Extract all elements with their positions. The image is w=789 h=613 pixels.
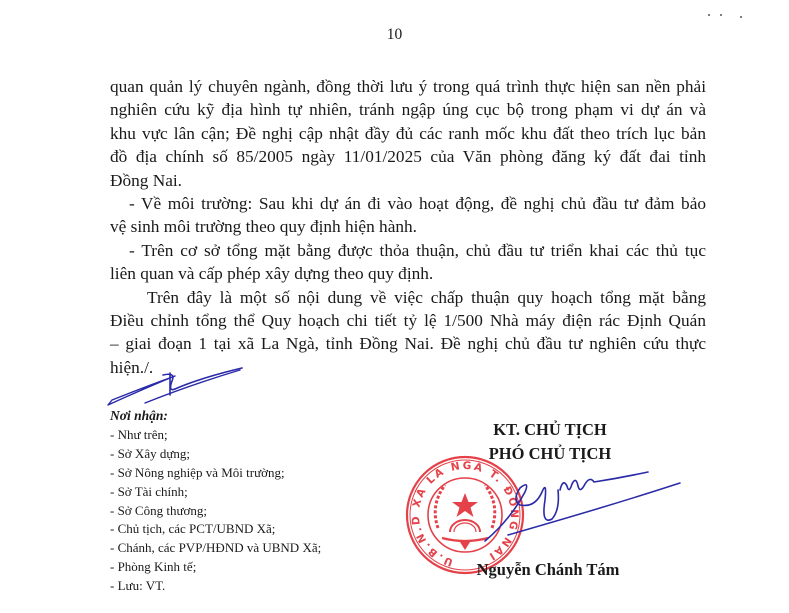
text-line: - Về môi trường: Sau khi dự án đi vào hoạt động, đề nghị chủ đầu tư đảm bảo bbox=[129, 194, 706, 214]
recipient-item: - Phòng Kinh tế; bbox=[110, 559, 197, 575]
text-line: đồ địa chính số 85/2005 ngày 11/01/2025 của Văn phòng đăng ký đất đai tỉnh bbox=[110, 147, 706, 167]
text-line: Đồng Nai. bbox=[110, 170, 182, 190]
text-line: khu vực lân cận; Đề nghị cập nhật đầy đủ các ranh mốc khu đất theo trích lục bản bbox=[110, 123, 706, 143]
recipient-item: - Sở Công thương; bbox=[110, 502, 207, 518]
recipient-item: - Như trên; bbox=[110, 426, 168, 442]
text-line: Điều chỉnh tổng thể Quy hoạch chi tiết tỷ lệ 1/500 Nhà máy điện rác Định Quán bbox=[110, 311, 706, 331]
recipient-item: - Sở Xây dựng; bbox=[110, 445, 190, 461]
page-number: 10 bbox=[386, 26, 403, 43]
recipients-title: Nơi nhận: bbox=[110, 408, 168, 423]
bullet-procedures bbox=[110, 239, 706, 286]
document-body bbox=[110, 75, 706, 379]
scan-specks bbox=[708, 12, 748, 18]
recipients-list bbox=[110, 407, 321, 596]
signer-title: PHÓ CHỦ TỊCH bbox=[488, 444, 612, 463]
paragraph-continuation bbox=[110, 75, 706, 192]
recipient-item: - Sở Nông nghiệp và Môi trường; bbox=[110, 464, 285, 480]
signature-block bbox=[440, 418, 660, 466]
text-line: Trên đây là một số nội dung về việc chấp thuận quy hoạch tổng mặt bằng bbox=[147, 287, 706, 307]
text-line: nghiên cứu kỹ địa hình tự nhiên, tránh ngập úng cục bộ trong phạm vi dự án và bbox=[110, 100, 706, 120]
text-line: hiện./. bbox=[110, 357, 154, 377]
bullet-environment bbox=[110, 192, 706, 239]
signer-authority: KT. CHỦ TỊCH bbox=[493, 420, 607, 439]
closing-paragraph bbox=[110, 286, 706, 380]
recipient-item: - Chủ tịch, các PCT/UBND Xã; bbox=[110, 521, 276, 537]
text-line: liên quan và cấp phép xây dựng theo quy định. bbox=[110, 264, 434, 284]
svg-text:U.B.N.D XÃ LA NGÀ T. ĐỒNG NAI: U.B.N.D XÃ LA NGÀ T. ĐỒNG NAI bbox=[409, 459, 521, 569]
recipient-item: - Lưu: VT. bbox=[110, 578, 166, 594]
text-line: quan quản lý chuyên ngành, đồng thời lưu ý trong quá trình thực hiện san nền phải bbox=[110, 77, 706, 96]
recipient-item: - Sở Tài chính; bbox=[110, 483, 188, 499]
signer-name: Nguyễn Chánh Tám bbox=[476, 560, 620, 579]
text-line: vệ sinh môi trường theo quy định hiện hành. bbox=[110, 217, 417, 237]
recipient-item: - Chánh, các PVP/HĐND và UBND Xã; bbox=[110, 540, 322, 556]
text-line: - Trên cơ sở tổng mặt bằng được thỏa thuận, chủ đầu tư triển khai các thủ tục bbox=[129, 240, 706, 260]
text-line: – giai đoạn 1 tại xã La Ngà, tỉnh Đồng Nai. Đề nghị chủ đầu tư nghiên cứu thực bbox=[110, 334, 706, 354]
